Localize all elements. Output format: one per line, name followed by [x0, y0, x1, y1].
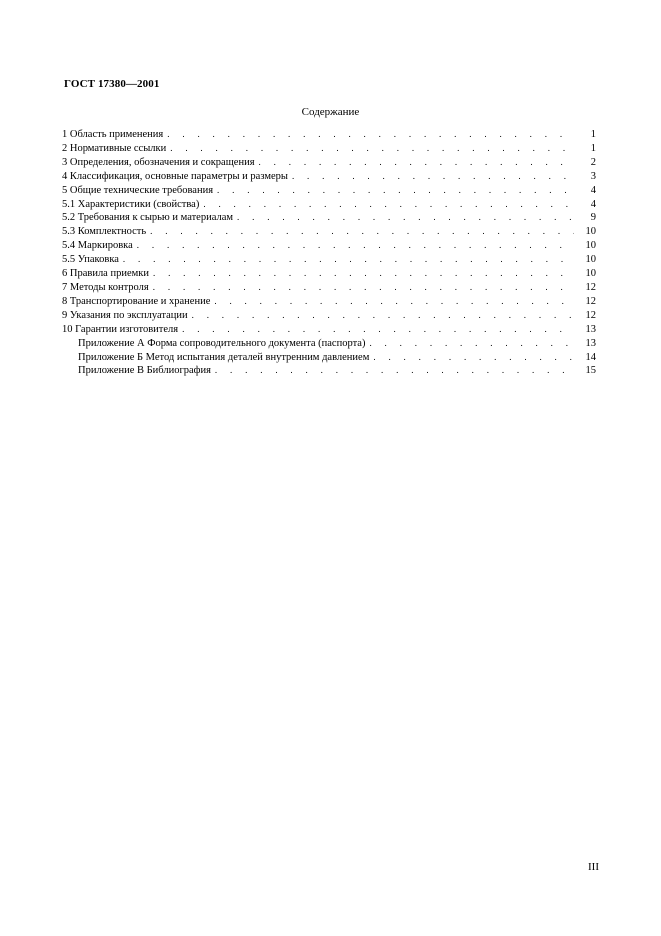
page-number: III	[588, 861, 599, 873]
dot-leader	[192, 309, 574, 323]
toc-entry-label: 10 Гарантии изготовителя	[62, 323, 179, 335]
toc-entry-label: 5.4 Маркировка	[62, 240, 133, 252]
toc-entry-label: Приложение А Форма сопроводительного документа (паспорта)	[78, 337, 366, 349]
toc-entry-page: 10	[585, 226, 596, 238]
document-code-header: ГОСТ 17380—2001	[64, 78, 160, 90]
toc-entry[interactable]	[62, 267, 596, 281]
toc-entry[interactable]	[62, 239, 596, 253]
toc-appendix-entry[interactable]	[62, 351, 596, 365]
toc-entry[interactable]	[62, 128, 596, 142]
toc-entry-label: 3 Определения, обозначения и сокращения	[62, 156, 255, 168]
toc-entry[interactable]	[62, 295, 596, 309]
toc-entry-label: 5 Общие технические требования	[62, 184, 214, 196]
table-of-contents	[62, 128, 596, 378]
toc-entry[interactable]	[62, 156, 596, 170]
toc-entry-label: Приложение В Библиография	[78, 365, 211, 377]
dot-leader	[167, 128, 574, 142]
dot-leader	[170, 142, 574, 156]
toc-entry-label: 2 Нормативные ссылки	[62, 142, 167, 154]
toc-entry[interactable]	[62, 281, 596, 295]
toc-entry[interactable]	[62, 309, 596, 323]
dot-leader	[217, 184, 574, 198]
toc-entry-page: 4	[590, 184, 596, 196]
toc-entry-label: 7 Методы контроля	[62, 281, 149, 293]
toc-entry-page: 10	[585, 268, 596, 280]
toc-entry-page: 10	[585, 254, 596, 266]
toc-entry-label: 9 Указания по эксплуатации	[62, 309, 188, 321]
dot-leader	[373, 351, 574, 365]
toc-entry-label: 1 Область применения	[62, 129, 164, 140]
toc-entry-label: 4 Классификация, основные параметры и размеры	[62, 170, 288, 182]
toc-entry-page: 14	[585, 351, 596, 363]
dot-leader	[153, 267, 574, 281]
toc-entry-label: 5.5 Упаковка	[62, 254, 119, 266]
toc-entry[interactable]	[62, 142, 596, 156]
dot-leader	[150, 225, 574, 239]
toc-entry[interactable]	[62, 184, 596, 198]
toc-entry-label: 5.3 Комплектность	[62, 226, 147, 238]
toc-entry-page: 12	[585, 281, 596, 293]
toc-appendix-entry[interactable]	[62, 337, 596, 351]
dot-leader	[137, 239, 574, 253]
dot-leader	[292, 170, 574, 184]
dot-leader	[123, 253, 574, 267]
toc-entry-page: 12	[585, 295, 596, 307]
toc-entry[interactable]	[62, 198, 596, 212]
toc-title: Содержание	[301, 106, 360, 118]
dot-leader	[214, 295, 574, 309]
dot-leader	[203, 198, 574, 212]
toc-entry-page: 9	[590, 212, 596, 224]
toc-entry-page: 1	[590, 142, 596, 154]
toc-entry-page: 13	[585, 337, 596, 349]
dot-leader	[237, 211, 574, 225]
toc-entry-page: 2	[590, 156, 596, 168]
dot-leader	[259, 156, 574, 170]
dot-leader	[182, 323, 574, 337]
toc-entry[interactable]	[62, 323, 596, 337]
toc-entry-label: 5.1 Характеристики (свойства)	[62, 198, 200, 210]
dot-leader	[369, 337, 574, 351]
toc-entry[interactable]	[62, 225, 596, 239]
toc-entry-label: Приложение Б Метод испытания деталей внутренним давлением	[78, 351, 370, 363]
toc-appendix-entry[interactable]	[62, 364, 596, 378]
toc-entry-label: 8 Транспортирование и хранение	[62, 295, 211, 307]
toc-entry-label: 6 Правила приемки	[62, 268, 149, 280]
toc-entry-page: 10	[585, 240, 596, 252]
toc-entry[interactable]	[62, 170, 596, 184]
dot-leader	[215, 364, 574, 378]
toc-entry[interactable]	[62, 211, 596, 225]
dot-leader	[153, 281, 574, 295]
toc-entry-page: 3	[590, 170, 596, 182]
toc-entry-page: 15	[585, 365, 596, 377]
toc-entry-page: 13	[585, 323, 596, 335]
toc-entry[interactable]	[62, 253, 596, 267]
toc-entry-page: 4	[590, 198, 596, 210]
toc-entry-page: 12	[585, 309, 596, 321]
toc-entry-page: 1	[590, 129, 596, 140]
toc-entry-label: 5.2 Требования к сырью и материалам	[62, 212, 234, 224]
